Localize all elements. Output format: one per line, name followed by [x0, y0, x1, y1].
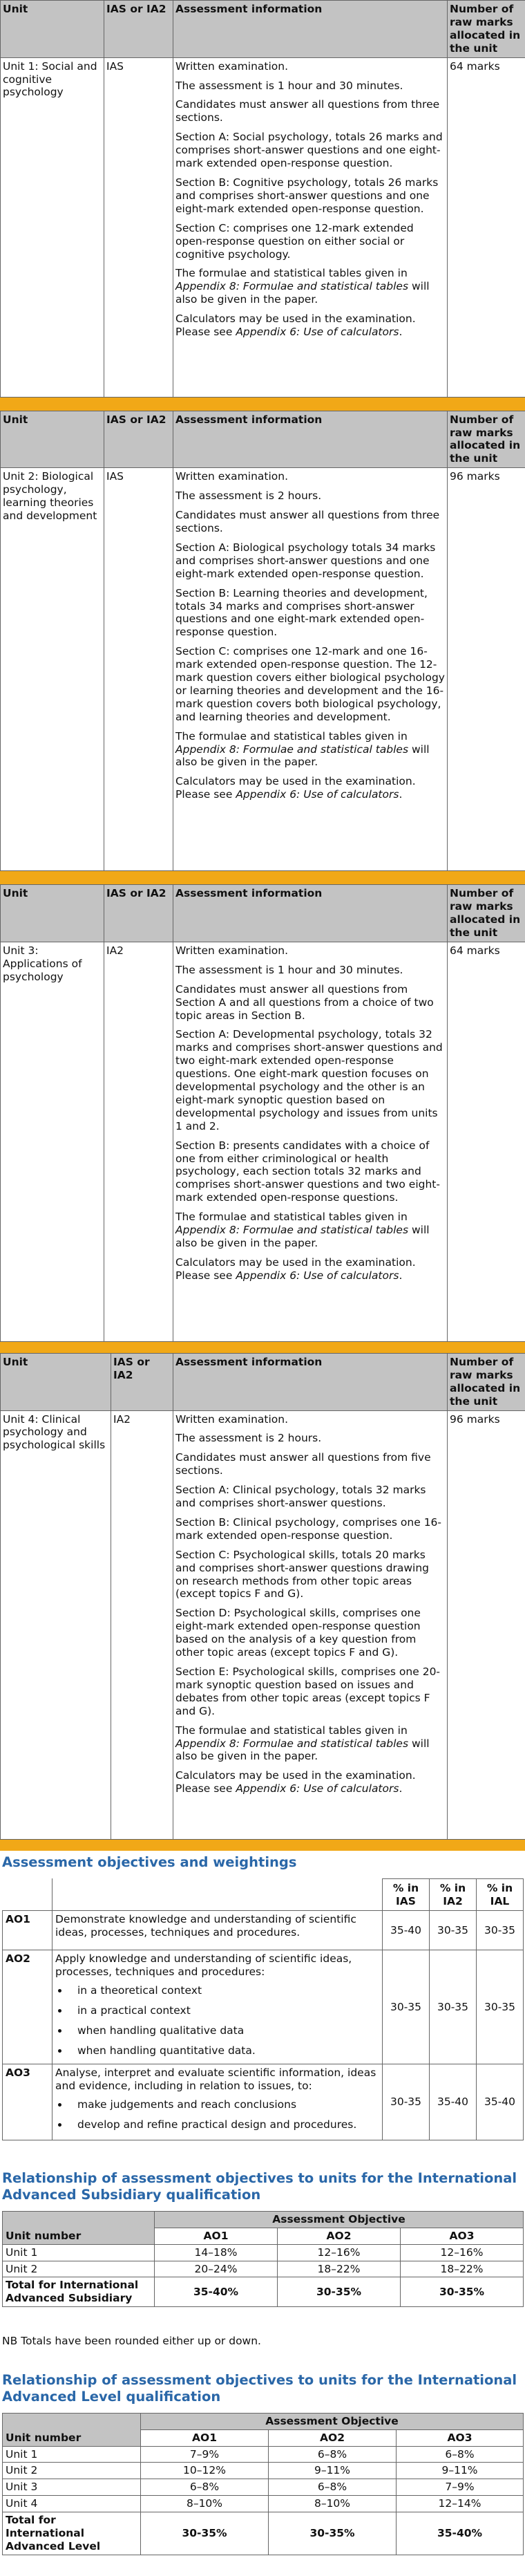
ias-relationship-heading: Relationship of assessment objectives to units for the International Advanced Subsidiary qualification	[2, 2170, 517, 2203]
assessment-info	[173, 57, 448, 397]
unit-label: Unit 3	[3, 2479, 141, 2496]
unit-marks: 96 marks	[448, 1410, 525, 1839]
appendix-reference: Appendix 6: Use of calculators	[236, 788, 399, 801]
unit-label: Unit 2	[3, 2261, 155, 2277]
total-label: Total for International Advanced Level	[3, 2512, 141, 2555]
formulae-note: The formulae and statistical tables given in Appendix 8: Formulae and statistical tables will also be given in the paper.	[175, 729, 430, 769]
table-row	[3, 2244, 524, 2261]
appendix-reference: Appendix 6: Use of calculators	[236, 1269, 399, 1282]
table-header-row	[1, 411, 525, 468]
info-line: Written examination.	[175, 59, 289, 73]
info-line: Section A: Social psychology, totals 26 marks and comprises short-answer questions and one eight-mark extended open-response question.	[175, 131, 443, 170]
appendix-reference: Appendix 8: Formulae and statistical tables	[175, 1224, 409, 1237]
unit-name: Unit 1: Social and cognitive psychology	[1, 57, 104, 397]
ao-ia2-value: 35-40	[430, 2064, 477, 2140]
list-item: • when handling qualitative data	[69, 2024, 379, 2037]
ao-weightings-heading: Assessment objectives and weightings	[2, 1854, 297, 1870]
unit-name: Unit 2: Biological psychology, learning theories and development	[1, 468, 104, 871]
appendix-reference: Appendix 8: Formulae and statistical tables	[175, 743, 409, 756]
total-ao1: 30-35%	[141, 2512, 269, 2555]
table-header-row	[1, 1353, 525, 1410]
info-line: The assessment is 2 hours.	[175, 1432, 322, 1445]
formulae-note: The formulae and statistical tables given in Appendix 8: Formulae and statistical tables will also be given in the paper.	[175, 1724, 430, 1763]
unit-qualification: IAS	[104, 57, 173, 397]
info-line: Section D: Psychological skills, comprises one eight-mark extended open-response question based on the analysis of a key question from other topic areas (except topics F and G).	[175, 1607, 421, 1659]
ao-bullet-list	[55, 1984, 379, 2057]
unit-4-block	[0, 1353, 525, 1840]
ao-code: AO3	[3, 2064, 52, 2140]
ao3-value: 6–8%	[397, 2446, 524, 2463]
total-row	[3, 2277, 524, 2307]
header-ao2: AO2	[278, 2228, 401, 2244]
formulae-note: The formulae and statistical tables given in Appendix 8: Formulae and statistical tables will also be given in the paper.	[175, 267, 430, 306]
ao-weightings-table	[2, 1878, 524, 2140]
appendix-reference: Appendix 6: Use of calculators	[236, 1782, 399, 1795]
unit-4-table	[0, 1353, 525, 1840]
header-unit-number: Unit number	[3, 2413, 141, 2446]
ao-description: Analyse, interpret and evaluate scientific information, ideas and evidence, including in relation to issues, to: • make judgements and reach conclusions • develop and refine practical design and procedures.	[52, 2064, 383, 2140]
appendix-reference: Appendix 8: Formulae and statistical tables	[175, 280, 409, 293]
header-ao1: AO1	[155, 2228, 278, 2244]
unit-qualification: IA2	[104, 942, 173, 1341]
info-line: Candidates must answer all questions from five sections.	[175, 1451, 431, 1477]
total-label: Total for International Advanced Subsidiary	[3, 2277, 155, 2307]
header-ias: % in IAS	[383, 1879, 430, 1911]
info-line: Section B: presents candidates with a choice of one from either criminological or health psychology, each section totals 32 marks and comprises short-answer questions and two eight-mark extended open-response questions.	[175, 1139, 440, 1204]
blank-cell	[52, 1879, 383, 1911]
header-assessment: Assessment information	[173, 1353, 448, 1410]
unit-2-block	[0, 411, 525, 872]
info-line: Section A: Biological psychology totals 34 marks and comprises short-answer questions and one eight-mark extended open-response question.	[175, 541, 436, 580]
table-header-row	[3, 1879, 524, 1911]
unit-3-table	[0, 884, 525, 1342]
table-header-row	[3, 2413, 524, 2429]
ao2-value: 6–8%	[269, 2479, 397, 2496]
unit-marks: 96 marks	[448, 468, 525, 871]
blank-cell	[3, 1879, 52, 1911]
table-row	[3, 2446, 524, 2463]
ao3-value: 12–16%	[401, 2244, 524, 2261]
ial-relationship-heading: Relationship of assessment objectives to units for the International Advanced Level qualification	[2, 2372, 517, 2405]
info-line: Section C: Psychological skills, totals 20 marks and comprises short-answer questions drawing on research methods from other topic areas (except topics F and G).	[175, 1548, 429, 1600]
header-ao3: AO3	[397, 2429, 524, 2446]
unit-1-table	[0, 0, 525, 398]
info-line: Candidates must answer all questions from three sections.	[175, 509, 440, 534]
section-separator	[0, 871, 525, 884]
ao-code: AO1	[3, 1911, 52, 1950]
unit-1-block	[0, 0, 525, 398]
ao2-value: 9–11%	[269, 2463, 397, 2479]
assessment-info	[173, 468, 448, 871]
table-row	[3, 2261, 524, 2277]
unit-label: Unit 2	[3, 2463, 141, 2479]
ao1-value: 7–9%	[141, 2446, 269, 2463]
total-ao2: 30-35%	[278, 2277, 401, 2307]
ao-ia2-value: 30-35	[430, 1950, 477, 2064]
assessment-info	[173, 1410, 448, 1839]
table-row	[1, 57, 525, 397]
info-line: Written examination.	[175, 470, 289, 483]
total-row	[3, 2512, 524, 2555]
info-line: Candidates must answer all questions from Section A and all questions from a choice of two topic areas in Section B.	[175, 982, 434, 1022]
calculator-note: Calculators may be used in the examination. Please see Appendix 6: Use of calculators.	[175, 312, 416, 339]
table-header-row	[1, 1, 525, 58]
ao1-value: 20–24%	[155, 2261, 278, 2277]
ao1-value: 6–8%	[141, 2479, 269, 2496]
header-marks: Number of raw marks allocated in the unit	[448, 1, 525, 58]
calculator-note: Calculators may be used in the examination. Please see Appendix 6: Use of calculators.	[175, 1256, 416, 1282]
ao-ias-value: 30-35	[383, 1950, 430, 2064]
table-row	[3, 2496, 524, 2512]
list-item: • develop and refine practical design and procedures.	[69, 2118, 379, 2131]
list-item: • make judgements and reach conclusions	[69, 2098, 379, 2111]
header-marks: Number of raw marks allocated in the unit	[448, 411, 525, 468]
ao1-value: 8–10%	[141, 2496, 269, 2512]
appendix-reference: Appendix 6: Use of calculators	[236, 326, 399, 339]
info-line: Section A: Clinical psychology, totals 32 marks and comprises short-answer questions.	[175, 1484, 426, 1510]
info-line: Written examination.	[175, 1412, 289, 1426]
header-ias-ia2: IAS or IA2	[104, 1, 173, 58]
rounding-note: NB Totals have been rounded either up or down.	[2, 2335, 261, 2348]
appendix-reference: Appendix 8: Formulae and statistical tables	[175, 1737, 409, 1750]
ao3-value: 7–9%	[397, 2479, 524, 2496]
header-ial: % in IAL	[477, 1879, 524, 1911]
ao-ial-value: 30-35	[477, 1911, 524, 1950]
table-row	[1, 1410, 525, 1839]
unit-label: Unit 1	[3, 2446, 141, 2463]
ao3-value: 18–22%	[401, 2261, 524, 2277]
header-unit: Unit	[1, 1, 104, 58]
ao-ia2-value: 30-35	[430, 1911, 477, 1950]
info-line: Written examination.	[175, 944, 289, 957]
unit-qualification: IA2	[111, 1410, 173, 1839]
table-row	[3, 2463, 524, 2479]
unit-marks: 64 marks	[448, 942, 525, 1341]
info-line: The assessment is 1 hour and 30 minutes.	[175, 963, 403, 976]
header-unit: Unit	[1, 411, 104, 468]
table-row	[3, 1950, 524, 2064]
unit-name: Unit 4: Clinical psychology and psychological skills	[1, 1410, 111, 1839]
ao2-value: 12–16%	[278, 2244, 401, 2261]
header-unit: Unit	[1, 885, 104, 942]
unit-3-block	[0, 884, 525, 1342]
header-ao2: AO2	[269, 2429, 397, 2446]
info-line: The assessment is 1 hour and 30 minutes.	[175, 79, 403, 92]
unit-label: Unit 1	[3, 2244, 155, 2261]
info-line: Section B: Learning theories and development, totals 34 marks and comprises short-answer questions and one eight-mark extended open-response question.	[175, 586, 428, 639]
ao-code: AO2	[3, 1950, 52, 2064]
table-header-row	[3, 2211, 524, 2228]
info-line: Section E: Psychological skills, comprises one 20-mark synoptic question based on issues and debates from other topic areas (except topics F and G).	[175, 1665, 441, 1717]
table-header-row	[1, 885, 525, 942]
ao-bullet-list	[55, 2098, 379, 2131]
header-ias-ia2: IAS or IA2	[104, 411, 173, 468]
list-item: • when handling quantitative data.	[69, 2044, 379, 2057]
unit-marks: 64 marks	[448, 57, 525, 397]
list-item: • in a practical context	[69, 2004, 379, 2017]
info-line: Candidates must answer all questions from three sections.	[175, 98, 440, 124]
table-row	[1, 942, 525, 1341]
ao-ial-value: 35-40	[477, 2064, 524, 2140]
total-ao3: 30-35%	[401, 2277, 524, 2307]
info-line: The assessment is 2 hours.	[175, 489, 322, 503]
unit-label: Unit 4	[3, 2496, 141, 2512]
calculator-note: Calculators may be used in the examination. Please see Appendix 6: Use of calculators.	[175, 1769, 416, 1795]
ao-ial-value: 30-35	[477, 1950, 524, 2064]
total-ao2: 30-35%	[269, 2512, 397, 2555]
total-ao3: 35-40%	[397, 2512, 524, 2555]
header-assessment-objective: Assessment Objective	[155, 2211, 524, 2228]
unit-name: Unit 3: Applications of psychology	[1, 942, 104, 1341]
ao3-value: 12–14%	[397, 2496, 524, 2512]
header-ias-ia2: IAS or IA2	[111, 1353, 173, 1410]
table-row	[3, 1911, 524, 1950]
ao-ias-value: 30-35	[383, 2064, 430, 2140]
info-line: Section A: Developmental psychology, totals 32 marks and comprises short-answer questions and two eight-mark extended open-response questions. One eight-mark question focuses on developmental psychology and the other is an eight-mark synoptic question based on developmental psychology and issues from units 1 and 2.	[175, 1028, 443, 1132]
ao1-value: 10–12%	[141, 2463, 269, 2479]
header-assessment-objective: Assessment Objective	[141, 2413, 524, 2429]
info-line: Section B: Cognitive psychology, totals 26 marks and comprises short-answer questions and one eight-mark extended open-response question.	[175, 176, 439, 215]
header-assessment: Assessment information	[173, 411, 448, 468]
ao-ias-value: 35-40	[383, 1911, 430, 1950]
ao3-value: 9–11%	[397, 2463, 524, 2479]
section-separator	[0, 1342, 525, 1353]
ao-description: Apply knowledge and understanding of scientific ideas, processes, techniques and procedures: • in a theoretical context • in a practical context • when handling qualitative data • when handling quantitative data.	[52, 1950, 383, 2064]
header-ao3: AO3	[401, 2228, 524, 2244]
header-marks: Number of raw marks allocated in the unit	[448, 1353, 525, 1410]
table-row	[1, 468, 525, 871]
section-separator	[0, 398, 525, 411]
info-line: Section C: comprises one 12-mark and one 16-mark extended open-response question. The 12-mark question covers either biological psychology or learning theories and development and the 16-mark question covers both biological psychology, and learning theories and development.	[175, 645, 445, 723]
ias-relationship-table	[2, 2211, 524, 2307]
header-assessment: Assessment information	[173, 885, 448, 942]
table-row	[3, 2479, 524, 2496]
list-item: • in a theoretical context	[69, 1984, 379, 1997]
header-ao1: AO1	[141, 2429, 269, 2446]
ao2-value: 6–8%	[269, 2446, 397, 2463]
total-ao1: 35-40%	[155, 2277, 278, 2307]
table-row	[3, 2064, 524, 2140]
unit-qualification: IAS	[104, 468, 173, 871]
ao2-value: 8–10%	[269, 2496, 397, 2512]
header-unit: Unit	[1, 1353, 111, 1410]
ao2-value: 18–22%	[278, 2261, 401, 2277]
header-unit-number: Unit number	[3, 2211, 155, 2244]
header-assessment: Assessment information	[173, 1, 448, 58]
assessment-info	[173, 942, 448, 1341]
header-ia2: % in IA2	[430, 1879, 477, 1911]
section-separator	[0, 1840, 525, 1851]
ial-relationship-table	[2, 2413, 524, 2555]
info-line: Section C: comprises one 12-mark extended open-response question on either social or cognitive psychology.	[175, 221, 414, 261]
header-marks: Number of raw marks allocated in the unit	[448, 885, 525, 942]
ao-description: Demonstrate knowledge and understanding of scientific ideas, processes, techniques and procedures.	[52, 1911, 383, 1950]
header-ias-ia2: IAS or IA2	[104, 885, 173, 942]
info-line: Section B: Clinical psychology, comprises one 16-mark extended open-response question.	[175, 1515, 442, 1542]
ao1-value: 14–18%	[155, 2244, 278, 2261]
calculator-note: Calculators may be used in the examination. Please see Appendix 6: Use of calculators.	[175, 775, 416, 801]
formulae-note: The formulae and statistical tables given in Appendix 8: Formulae and statistical tables will also be given in the paper.	[175, 1211, 430, 1249]
unit-2-table	[0, 411, 525, 872]
